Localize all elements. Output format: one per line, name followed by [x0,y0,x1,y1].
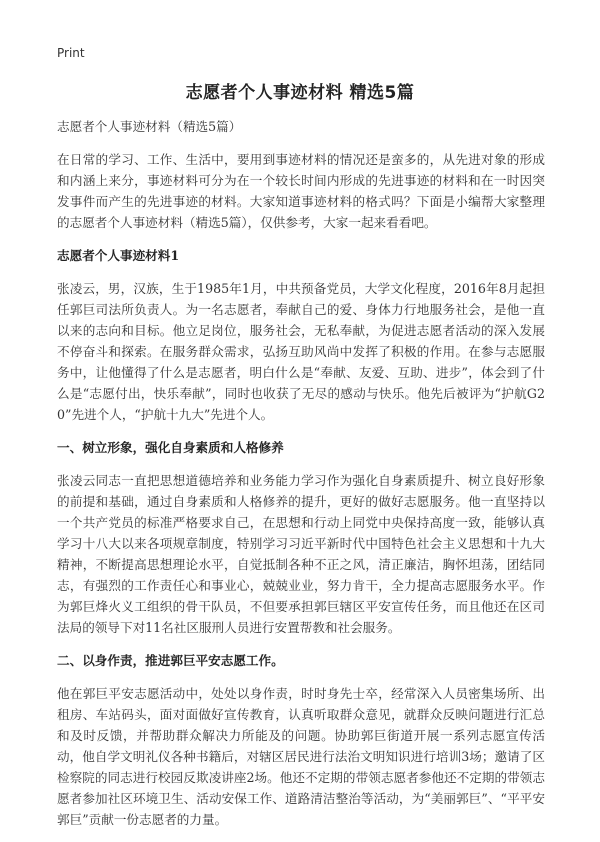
document-body [57,116,545,842]
section1-heading: 志愿者个人事迹材料1 [57,248,180,263]
section1-paragraph: 张凌云，男，汉族，生于1985年1月，中共预备党员，大学文化程度，2016年8月起担任郭巨司法所负责人。为一名志愿者，奉献自己的爱、身体力行地服务社会，是他一直以来的志向和目标。他立足岗位，服务社会，无私奉献，为促进志愿者活动的深入发展不停奋斗和探索。在服务群众需求，弘扬互助风尚中发挥了积极的作用。在参与志愿服务中，让他懂得了什么是志愿者，明白什么是“奉献、友爱、互助、进步”，体会到了什么是“志愿付出，快乐奉献”，同时也收获了无尽的感动与快乐。他先后被评为“护航G20”先进个人，“护航十九大”先进个人。 [57,281,545,422]
intro-paragraph: 在日常的学习、工作、生活中，要用到事迹材料的情况还是蛮多的，从先进对象的形成和内涵上来分，事迹材料可分为在一个较长时间内形成的先进事迹的材料和在一时因突发事件而产生的先进事迹的材料。大家知道事迹材料的格式吗？下面是小编帮大家整理的志愿者个人事迹材料（精选5篇），仅供参考，大家一起来看看吧。 [57,152,545,230]
heading-two: 二、以身作责，推进郭巨平安志愿工作。 [57,653,284,668]
print-link[interactable]: Print [57,46,85,60]
paragraph-two: 他在郭巨平安志愿活动中，处处以身作责，时时身先士卒，经常深入人员密集场所、出租房、车站码头，面对面做好宣传教育，认真听取群众意见，就群众反映问题进行汇总和及时反馈，并帮助群众解决力所能及的问题。协助郭巨街道开展一系列志愿宣传活动，他自学文明礼仪各种书籍后，对辖区居民进行法治文明知识进行培训3场；邀请了区检察院的同志进行校园反欺凌讲座2场。他还不定期的带领志愿者参他还不定期的带领志愿者参加社区环境卫生、活动安保工作、道路清洁整治等活动，为“美丽郭巨”、“平平安郭巨”贡献一份志愿者的力量。 [57,686,545,827]
document-subtitle: 志愿者个人事迹材料（精选5篇） [57,119,242,134]
paragraph-one: 张凌云同志一直把思想道德培养和业务能力学习作为强化自身素质提升、树立良好形象的前提和基础，通过自身素质和人格修养的提升，更好的做好志愿服务。他一直坚持以一个共产党员的标准严格要求自己，在思想和行动上同党中央保持高度一致，能够认真学习十八大以来各项规章制度，特别学习习近平新时代中国特色社会主义思想和十九大精神，不断提高思想理论水平，自觉抵制各种不正之风，清正廉洁，胸怀坦荡，团结同志，有强烈的工作责任心和事业心，兢兢业业，努力肯干，全力提高志愿服务水平。作为郭巨烽火义工组织的骨干队员，不但要承担郭巨辖区平安宣传任务，而且他还在区司法局的领导下对11名社区服刑人员进行安置帮教和社会服务。 [57,473,545,635]
heading-one: 一、树立形象，强化自身素质和人格修养 [57,440,284,455]
page-title: 志愿者个人事迹材料 精选5篇 [185,83,415,103]
